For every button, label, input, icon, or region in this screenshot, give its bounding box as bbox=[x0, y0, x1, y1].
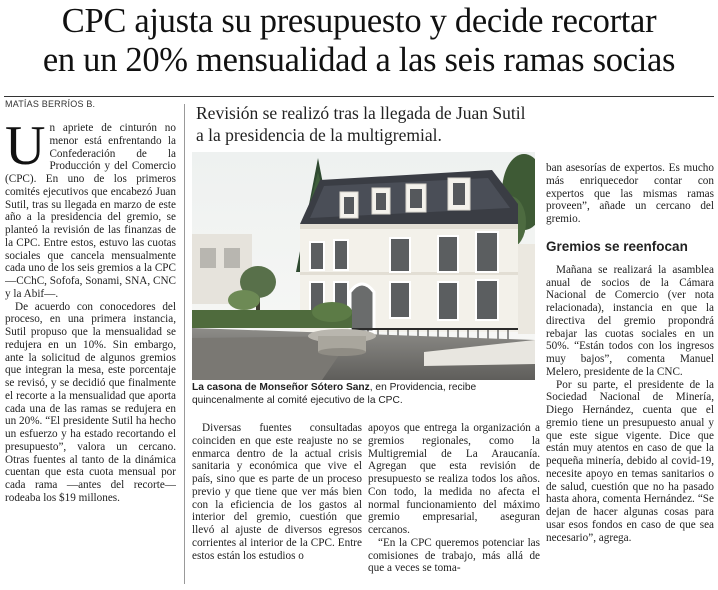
photo-caption bbox=[192, 382, 538, 407]
article-photo bbox=[192, 152, 535, 380]
article-column-3 bbox=[368, 422, 540, 586]
headline-line-1: CPC ajusta su presupuesto y decide recortar bbox=[61, 2, 657, 40]
section-heading: Gremios se reenfocan bbox=[546, 238, 688, 254]
subhead-line-2: a la presidencia de la multigremial. bbox=[196, 125, 442, 145]
drop-cap: U bbox=[5, 122, 46, 177]
article-subhead bbox=[196, 102, 541, 146]
paragraph: Diversas fuentes consultadas coinciden en que este reajuste no se enmarca dentro de la actual crisis sanitaria y económica que vive el país, sino que es parte de un proceso previo y que tiene que ver más bien con la eficiencia de los gastos al interior del gremio, cuestión que llevó al ajuste de diversos egresos corrientes al interior de la CPC. Entre estos están los estudios o bbox=[192, 422, 362, 562]
article-column-2 bbox=[192, 422, 362, 586]
paragraph: De acuerdo con conocedores del proceso, en una primera instancia, Sutil propuso que la mensualidad se redujera en un 10%. Sin embargo, ante la solicitud de algunos gremios que integran la mesa, este porcentaje se revisó, y se decidió que finalmente el recorte a la mensualidad que aporta cada una de las ramas se redujera en un 20%. “El presidente Sutil ha hecho un esfuerzo y ha estado recortando el presupuesto”, valora un cercano. Otras fuentes al tanto de la dinámica cuentan que esta cuota mensual por cada rama —antes del recorte— rodeaba los $19 millones. bbox=[5, 300, 176, 504]
top-divider bbox=[4, 96, 714, 97]
caption-text: , en Providencia, recibe quincenalmente al comité ejecutivo de la CPC. bbox=[192, 382, 477, 406]
column-divider bbox=[184, 104, 185, 584]
subhead-line-1: Revisión se realizó tras la llegada de Juan Sutil bbox=[196, 103, 526, 123]
headline-line-2: en un 20% mensualidad a las seis ramas socias bbox=[42, 41, 676, 79]
article-headline bbox=[6, 2, 712, 80]
paragraph bbox=[5, 122, 176, 301]
caption-bold: La casona de Monseñor Sótero Sanz bbox=[192, 382, 370, 393]
article-column-4 bbox=[546, 162, 714, 586]
article-column-1 bbox=[5, 122, 176, 586]
paragraph: Por su parte, el presidente de la Sociedad Nacional de Minería, Diego Hernández, cuenta que el gremio tiene un presupuesto anual y que este sigue vigente. Dice que están muy atentos en caso de que la pequeña minería, debido al covid-19, necesite apoyo en temas sanitarios o de salud, cuestión que no ha pasado hasta ahora, comenta Hernández. “Se dejan de hacer algunas cosas para usar esos fondos en caso de que sea necesario”, agrega. bbox=[546, 378, 714, 544]
paragraph: “En la CPC queremos potenciar las comisiones de trabajo, más allá de que a veces se toma- bbox=[368, 536, 540, 575]
paragraph: ban asesorías de expertos. Es mucho más enriquecedor contar con expertos que las mismas ramas proveen”, añade un cercano del gremio. bbox=[546, 162, 714, 225]
paragraph: Mañana se realizará la asamblea anual de socios de la Cámara Nacional de Comercio (ver nota relacionada), instancia en que la directiva del gremio propondrá rebajar las cuotas sociales en un 50%. “Están todos con los ingresos muy bajos”, comenta Manuel Melero, presidente de la CNC. bbox=[546, 263, 714, 378]
paragraph: apoyos que entrega la organización a gremios regionales, como la Multigremial de La Araucanía. Agregan que esta revisión de presupuesto se realiza todos los años. Con todo, la medida no afecta el normal funcionamiento del máximo gremio empresarial, aseguran cercanos. bbox=[368, 422, 540, 536]
byline: MATÍAS BERRÍOS B. bbox=[5, 99, 96, 109]
paragraph-text: n apriete de cinturón no menor está enfrentando la Confederación de la Producción y del Comercio (CPC). En uno de los primeros comités ejecutivos que encabezó Juan Sutil, tras su llegada en marzo de este año a la presidencia del gremio, se planteó la revisión de las finanzas de la CPC. Entre estos, estuvo las cuotas sociales que cancela mensualmente cada uno de los seis gremios a la CPC —CChC, Sofofa, Sonami, SNA, CNC y la Abif—. bbox=[5, 122, 176, 300]
